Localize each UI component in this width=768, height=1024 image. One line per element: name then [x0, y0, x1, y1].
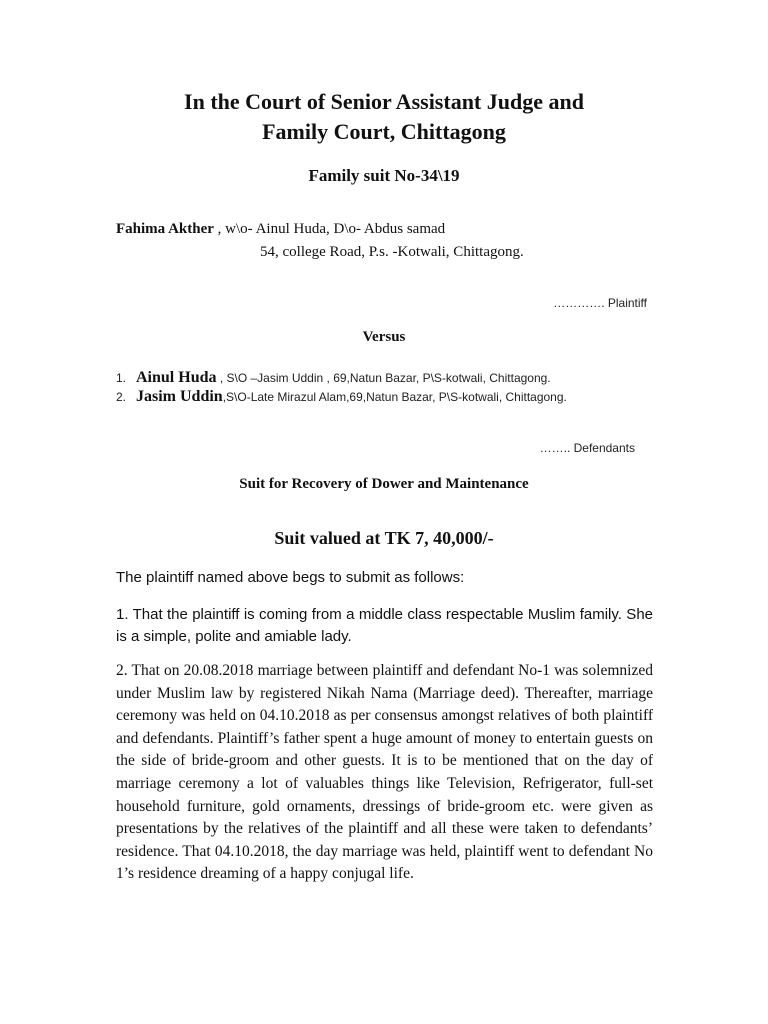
versus-label: Versus — [362, 329, 406, 345]
plaintiff-role: …………. Plaintiff — [553, 296, 647, 310]
defendant-details: , S\O –Jasim Uddin , 69,Natun Bazar, P\S-kotwali, Chittagong. — [216, 371, 551, 385]
plaintiff-line — [116, 221, 445, 238]
defendant-name: Jasim Uddin — [136, 388, 223, 405]
defendant-name: Ainul Huda — [136, 369, 217, 386]
court-title-line-1: In the Court of Senior Assistant Judge and — [184, 89, 584, 114]
plaintiff-details: , w\o- Ainul Huda, D\o- Abdus samad — [213, 221, 446, 237]
court-title-line-2: Family Court, Chittagong — [262, 119, 506, 144]
paragraph-2: 2. That on 20.08.2018 marriage between plaintiff and defendant No-1 was solemnized under Muslim law by registered Nikah Nama (Marriage deed). Thereafter, marriage ceremony was held on 04.10.2018 as per consensus amongst relatives of both plaintiff and defendants. Plaintiff’s father spent a huge amount of money to entertain guests on the side of bride-groom and other guests. It is to be mentioned that on the day of marriage ceremony a lot of valuables things like Television, Refrigerator, full-set household furniture, gold ornaments, dressings of bride-groom etc. were given as presentations by the relatives of the plaintiff and all these were taken to defendants’ residence. That 04.10.2018, the day marriage was held, plaintiff went to defendant No 1’s residence dreaming of a happy conjugal life. — [116, 662, 653, 883]
defendant-details: ,S\O-Late Mirazul Alam,69,Natun Bazar, P\S-kotwali, Chittagong. — [222, 390, 567, 404]
suit-title: Suit for Recovery of Dower and Maintenance — [239, 476, 529, 492]
defendant-row — [116, 369, 551, 387]
defendants-role: …….. Defendants — [539, 441, 635, 455]
intro-text: The plaintiff named above begs to submit as follows: — [116, 569, 465, 586]
defendant-number: 2. — [116, 390, 127, 404]
plaintiff-address: 54, college Road, P.s. -Kotwali, Chittagong. — [260, 244, 524, 260]
plaintiff-name: Fahima Akther — [116, 221, 214, 237]
defendant-number: 1. — [116, 371, 127, 385]
suit-value: Suit valued at TK 7, 40,000/- — [274, 528, 494, 548]
paragraph-1: 1. That the plaintiff is coming from a middle class respectable Muslim family. She is a simple, polite and amiable lady. — [116, 606, 653, 645]
defendant-row — [116, 388, 567, 406]
suit-number: Family suit No-34\19 — [308, 166, 460, 185]
